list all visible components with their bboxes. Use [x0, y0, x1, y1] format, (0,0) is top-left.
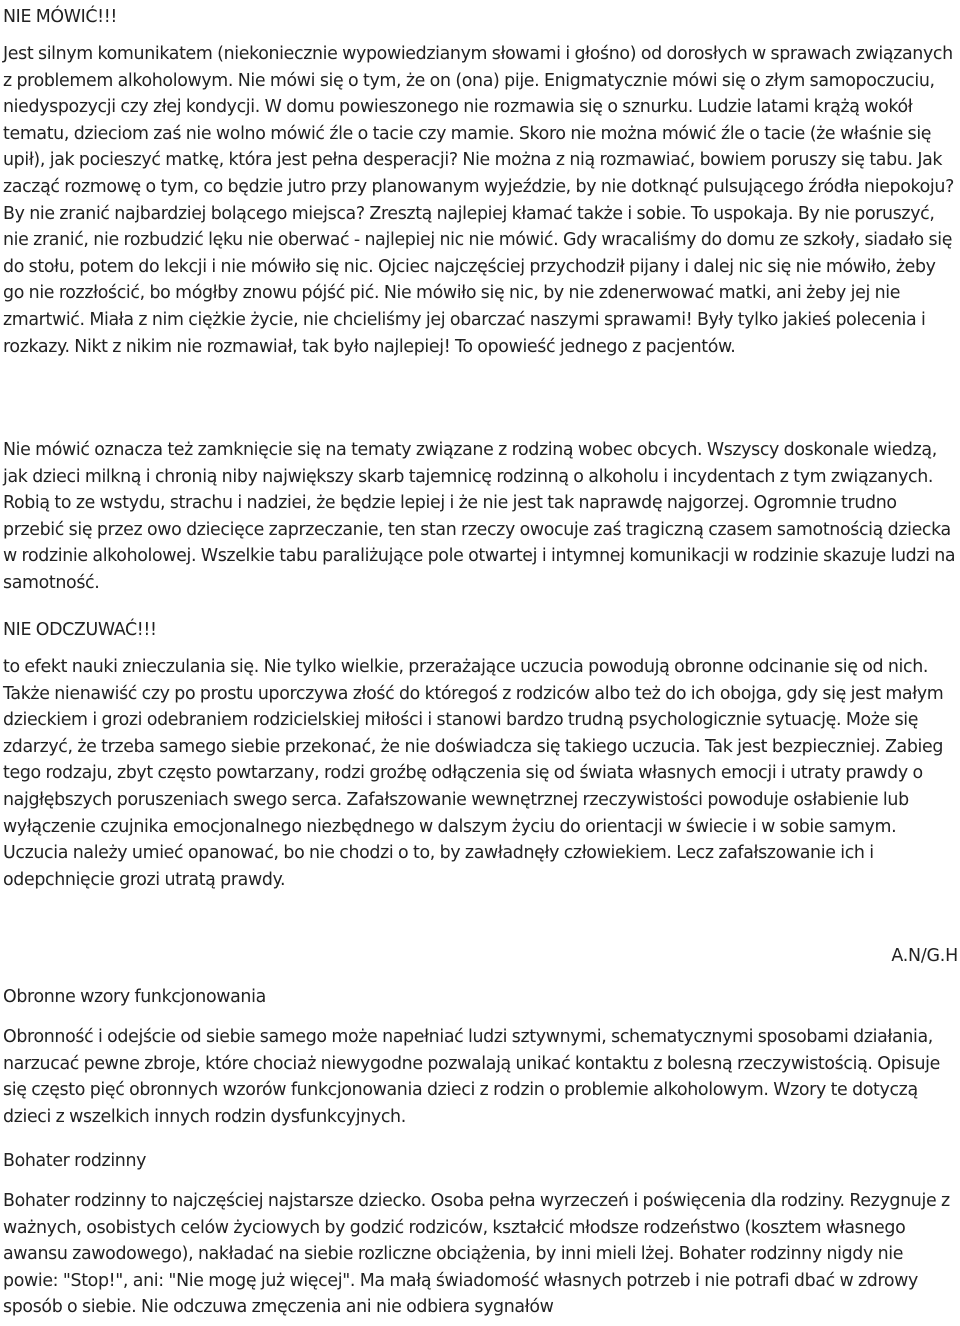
heading-bohater-rodzinny: Bohater rodzinny	[3, 1151, 147, 1171]
heading-obronne-wzory: Obronne wzory funkcjonowania	[3, 987, 266, 1007]
paragraph-obronne-wzory: Obronność i odejście od siebie samego może napełniać ludzi sztywnymi, schematycznymi sposobami działania, narzucać pewne zbroje, które chociaż niewygodne pozwalają unikać kontaktu z bolesną rzeczywistością. Opisuje się często pięć obronnych wzorów funkcjonowania dzieci z rodzin o problemie alkoholowym. Wzory te dotyczą dzieci z wszelkich innych rodzin dysfunkcyjnych.	[3, 1027, 940, 1127]
heading-nie-mowic: NIE MÓWIĆ!!!	[3, 7, 118, 27]
paragraph-nie-mowic-1: Jest silnym komunikatem (niekoniecznie wypowiedzianym słowami i głośno) od dorosłych w sprawach związanych z problemem alkoholowym. Nie mówi się o tym, że on (ona) pije. Enigmatycznie mówi się o złym samopoczuciu, niedyspozycji czy złej kondycji. W domu powieszonego nie rozmawia się o sznurku. Ludzie latami krążą wokół tematu, dzieciom zaś nie wolno mówić źle o tacie czy mamie. Skoro nie można mówić źle o tacie (że właśnie się upił), jak pocieszyć matkę, która jest pełna desperacji? Nie można z nią rozmawiać, bowiem poruszy się tabu. Jak zacząć rozmowę o tym, co będzie jutro przy planowanym wyjeździe, by nie dotknąć pulsującego źródła niepokoju? By nie zranić najbardziej bolącego miejsca? Zresztą najlepiej kłamać także i sobie. To uspokaja. By nie poruszyć, nie zranić, nie rozbudzić lęku nie oberwać - najlepiej nic nie mówić. Gdy wracaliśmy do domu ze szkoły, siadało się do stołu, potem do lekcji i nie mówiło się nic. Ojciec najczęściej przychodził pijany i dalej nic się nie mówiło, żeby go nie rozzłościć, bo mógłby znowu pójść pić. Nie mówiło się nic, by nie zdenerwować matki, ani żeby jej nie zmartwić. Miała z nim ciężkie życie, nie chcieliśmy jej obarczać naszymi sprawami! Były tylko jakieś polecenia i rozkazy. Nikt z nikim nie rozmawiał, tak było najlepiej! To opowieść jednego z pacjentów.	[3, 44, 954, 357]
paragraph-nie-mowic-2: Nie mówić oznacza też zamknięcie się na tematy związane z rodziną wobec obcych. Wszyscy doskonale wiedzą, jak dzieci milkną i chronią niby największy skarb tajemnicę rodzinną o alkoholu i incydentach z tym związanych. Robią to ze wstydu, strachu i nadziei, że będzie lepiej i że nie jest tak naprawdę najgorzej. Ogromnie trudno przebić się przez owo dziecięce zaprzeczanie, ten stan rzeczy owocuje zaś tragiczną czasem samotnością dziecka w rodzinie alkoholowej. Wszelkie tabu paraliżujące pole otwartej i intymnej komunikacji w rodzinie skazuje ludzi na samotność.	[3, 440, 956, 593]
heading-nie-odczuwac: NIE ODCZUWAĆ!!!	[3, 620, 157, 640]
paragraph-bohater-rodzinny: Bohater rodzinny to najczęściej najstarsze dziecko. Osoba pełna wyrzeczeń i poświęcenia dla rodziny. Rezygnuje z ważnych, osobistych celów życiowych by godzić rodziców, kształcić młodsze rodzeństwo (kosztem własnego awansu zawodowego), nakładać na siebie rozliczne obciążenia, by inni mieli lżej. Bohater rodzinny nigdy nie powie: "Stop!", ani: "Nie mogę już więcej". Ma małą świadomość własnych potrzeb i nie potrafi dbać w zdrowy sposób o siebie. Nie odczuwa zmęczenia ani nie odbiera sygnałów	[3, 1191, 950, 1318]
paragraph-nie-odczuwac: to efekt nauki znieczulania się. Nie tylko wielkie, przerażające uczucia powodują obronne odcinanie się od nich. Także nienawiść czy po prostu uporczywa złość do któregoś z rodziców albo też do ich obojga, gdy się jest małym dzieckiem i grozi odebraniem rodzicielskiej miłości i stanowi bardzo trudną psychologicznie sytuację. Może się zdarzyć, że trzeba samego siebie przekonać, że nie doświadcza się takiego uczucia. Tak jest bezpieczniej. Zabieg tego rodzaju, zbyt często powtarzany, rodzi groźbę odłączenia się od świata własnych emocji i utraty prawdy o najgłębszych poruszeniach swego serca. Zafałszowanie wewnętrznej rzeczywistości powoduje osłabienie lub wyłączenie czujnika emocjonalnego niezbędnego w dalszym życiu do orientacji w świecie i w sobie samym. Uczucia należy umieć opanować, bo nie chodzi o to, by zawładnęły człowiekiem. Lecz zafałszowanie ich i odepchnięcie grozi utratą prawdy.	[3, 657, 944, 890]
signature: A.N/G.H	[891, 946, 958, 966]
